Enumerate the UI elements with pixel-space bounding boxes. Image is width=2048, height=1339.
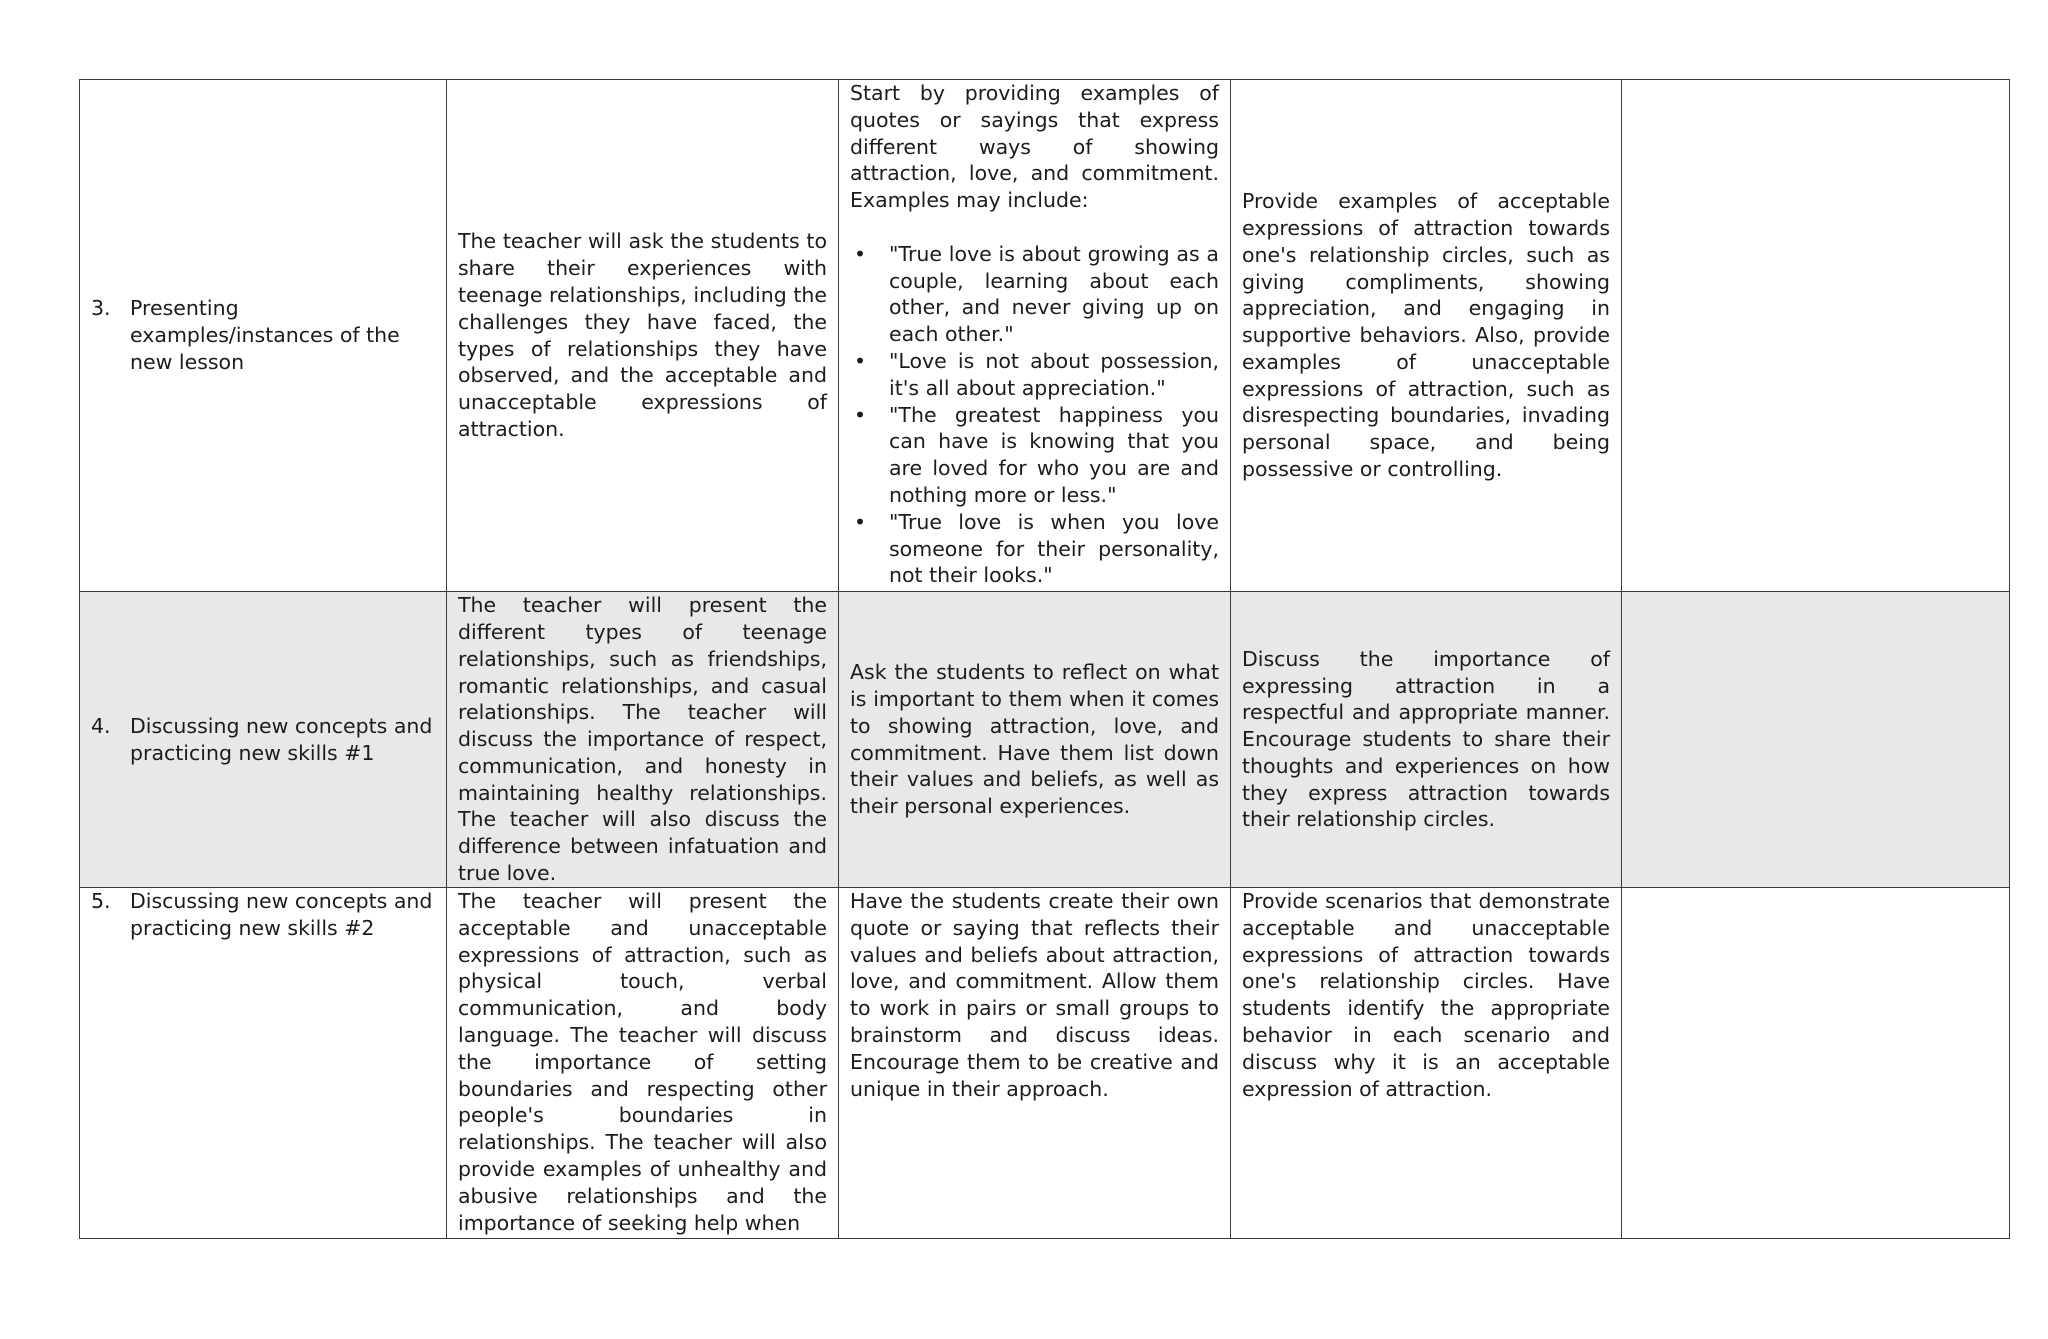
quotes-list — [850, 241, 1219, 589]
table-row — [80, 592, 2010, 888]
teacher-activity-cell — [447, 80, 839, 592]
assessment-text: Provide examples of acceptable expressions of attraction towards one's relationship circles, such as giving compliments, showing appreciation, and engaging in supportive behaviors. Also, provide examples of unacceptable expressions of attraction, such as disrespecting boundaries, invading personal space, and being possessive or controlling. — [1242, 189, 1610, 482]
student-activity-cell — [839, 888, 1231, 1239]
student-activity-text: Ask the students to reflect on what is important to them when it comes to showing attraction, love, and commitment. Have them list down their values and beliefs, as well as their personal experiences. — [850, 660, 1219, 819]
assessment-text: Discuss the importance of expressing attraction in a respectful and appropriate manner. Encourage students to share their thoughts and experiences on how they express attraction towards their relationship circles. — [1242, 646, 1610, 832]
table-row — [80, 888, 2010, 1239]
row-label: Presenting examples/instances of the new lesson — [130, 296, 400, 374]
row-label: Discussing new concepts and practicing new skills #1 — [130, 713, 433, 765]
teacher-activity-text: The teacher will present the acceptable and unacceptable expressions of attraction, such as physical touch, verbal communication, and body language. The teacher will discuss the importance of setting boundaries and respecting other people's boundaries in relationships. The teacher will also provide examples of unhealthy and abusive relationships and the importance of seeking help when — [458, 889, 827, 1235]
bullet-icon: • — [853, 241, 867, 266]
student-activity-cell — [839, 592, 1231, 888]
list-item — [850, 402, 1219, 509]
quote-text: "True love is when you love someone for their personality, not their looks." — [889, 509, 1219, 588]
remarks-cell — [1622, 592, 2010, 888]
assessment-cell — [1231, 80, 1622, 592]
student-activity-cell — [839, 80, 1231, 592]
bullet-icon: • — [853, 348, 867, 373]
row-label-cell — [80, 592, 447, 888]
teacher-activity-cell — [447, 592, 839, 888]
remarks-cell — [1622, 80, 2010, 592]
table-row — [80, 80, 2010, 592]
bullet-icon: • — [853, 509, 867, 534]
row-label-cell — [80, 80, 447, 592]
row-number: 4. — [91, 713, 111, 738]
assessment-cell — [1231, 592, 1622, 888]
list-item — [850, 509, 1219, 589]
list-item — [850, 348, 1219, 402]
bullet-icon: • — [853, 402, 867, 427]
remarks-cell — [1622, 888, 2010, 1239]
teacher-activity-text: The teacher will present the different types of teenage relationships, such as friendships, romantic relationships, and casual relationships. The teacher will discuss the importance of respect, communication, and honesty in maintaining healthy relationships. The teacher will also discuss the difference between infatuation and true love. — [458, 593, 827, 886]
row-label-cell — [80, 888, 447, 1239]
assessment-cell — [1231, 888, 1622, 1239]
row-label: Discussing new concepts and practicing new skills #2 — [130, 889, 433, 940]
lesson-plan-table — [79, 79, 2010, 1239]
row-number: 3. — [91, 296, 111, 321]
student-activity-intro: Start by providing examples of quotes or sayings that express different ways of showing attraction, love, and commitment. Examples may include: — [850, 81, 1219, 213]
assessment-text: Provide scenarios that demonstrate acceptable and unacceptable expressions of attraction towards one's relationship circles. Have students identify the appropriate behavior in each scenario and discuss why it is an acceptable expression of attraction. — [1242, 889, 1610, 1101]
teacher-activity-cell — [447, 888, 839, 1239]
teacher-activity-text: The teacher will ask the students to share their experiences with teenage relationships, including the challenges they have faced, the types of relationships they have observed, and the acceptable and unacceptable expressions of attraction. — [458, 229, 827, 441]
quote-text: "The greatest happiness you can have is knowing that you are loved for who you are and nothing more or less." — [889, 402, 1219, 507]
list-item — [850, 241, 1219, 348]
quote-text: "True love is about growing as a couple, learning about each other, and never giving up on each other." — [889, 241, 1219, 347]
quote-text: "Love is not about possession, it's all about appreciation." — [889, 348, 1219, 400]
student-activity-text: Have the students create their own quote or saying that reflects their values and beliefs about attraction, love, and commitment. Allow them to work in pairs or small groups to brainstorm and discuss ideas. Encourage them to be creative and unique in their approach. — [850, 889, 1219, 1101]
row-number: 5. — [91, 889, 111, 913]
